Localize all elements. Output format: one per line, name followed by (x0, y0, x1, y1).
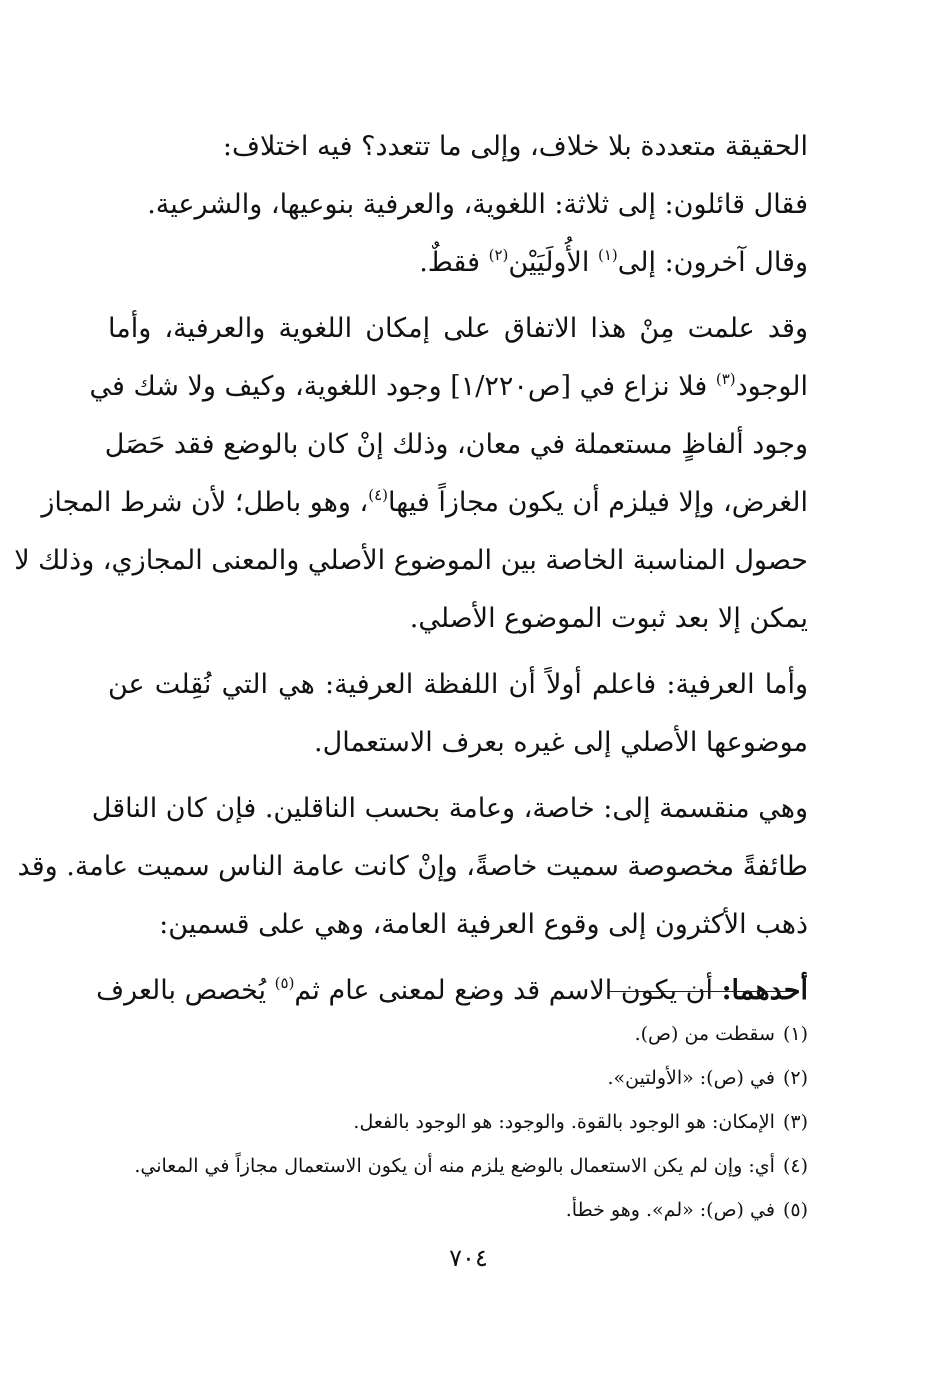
footnote-text: سقطت من (ص). (634, 1023, 775, 1045)
footnote-number: (٢) (782, 1067, 808, 1089)
footnote-text: الإمكان: هو الوجود بالقوة. والوجود: هو الوجود بالفعل. (353, 1111, 775, 1133)
footnote-item (108, 1144, 808, 1188)
text-line: يمكن إلا بعد ثبوت الموضوع الأصلي. (409, 603, 808, 634)
footnote-marker[interactable]: (١) (597, 246, 618, 264)
text-span: أن يكون الاسم قد وضع لمعنى عام ثم (294, 975, 713, 1006)
footnote-marker[interactable]: (٣) (715, 370, 736, 388)
text-line: وجود ألفاظٍ مستعملة في معان، وذلك إنْ كان بالوضع فقد حَصَل (104, 429, 808, 460)
text-line: فقال قائلون: إلى ثلاثة: اللغوية، والعرفية بنوعيها، والشرعية. (147, 189, 808, 220)
lead-word: أحدهما: (721, 975, 808, 1006)
footnotes (108, 1012, 808, 1232)
text-span: يُخصص بالعرف (96, 975, 267, 1006)
paragraph-2 (14, 300, 808, 648)
text-line: حصول المناسبة الخاصة بين الموضوع الأصلي والمعنى المجازي، وذلك لا (14, 545, 808, 576)
text-span: وقال آخرون: إلى (617, 247, 808, 278)
text-line: وأما العرفية: فاعلم أولاً أن اللفظة العرفية: هي التي نُقِلت عن (108, 669, 808, 700)
text-span: الوجود (735, 371, 808, 402)
text-span: ، وهو باطل؛ لأن شرط المجاز (41, 487, 369, 518)
text-line: وقد علمت مِنْ هذا الاتفاق على إمكان اللغوية والعرفية، وأما (108, 313, 808, 344)
footnote-item (108, 1056, 808, 1100)
footnote-divider (608, 991, 796, 992)
paragraph-1 (108, 118, 808, 292)
text-line: ذهب الأكثرون إلى وقوع العرفية العامة، وهي على قسمين: (159, 909, 808, 940)
footnote-marker[interactable]: (٤) (368, 486, 389, 504)
text-line: الحقيقة متعددة بلا خلاف، وإلى ما تتعدد؟ فيه اختلاف: (222, 131, 808, 162)
text-line (89, 358, 808, 416)
text-line: موضوعها الأصلي إلى غيره بعرف الاستعمال. (314, 727, 808, 758)
text-line: وهي منقسمة إلى: خاصة، وعامة بحسب الناقلين. فإن كان الناقل (91, 793, 808, 824)
main-text (14, 118, 808, 1028)
footnote-item (108, 1188, 808, 1232)
text-line: طائفةً مخصوصة سميت خاصةً، وإنْ كانت عامة الناس سميت عامة. وقد (17, 851, 808, 882)
footnote-item (108, 1012, 808, 1056)
footnote-text: في (ص): «الأولتين». (607, 1067, 775, 1089)
text-line (108, 234, 808, 292)
text-line (41, 474, 808, 532)
footnote-item (108, 1100, 808, 1144)
paragraph-4 (17, 780, 808, 954)
paragraph-3 (108, 656, 808, 772)
text-span: الغرض، وإلا فيلزم أن يكون مجازاً فيها (388, 487, 808, 518)
footnote-number: (٣) (782, 1111, 808, 1133)
page-number: ٧٠٤ (449, 1244, 488, 1272)
footnote-marker[interactable]: (٢) (488, 246, 509, 264)
text-span: الأُولَيَيْن (508, 247, 590, 278)
text-span: فقطٌ. (419, 247, 480, 278)
text-span: فلا نزاع في [ص١/٢٢٠] وجود اللغوية، وكيف ولا شك في (89, 371, 708, 402)
footnote-marker[interactable]: (٥) (274, 974, 295, 992)
footnote-number: (٤) (782, 1155, 808, 1177)
footnote-text: أي: وإن لم يكن الاستعمال بالوضع يلزم منه أن يكون الاستعمال مجازاً في المعاني. (134, 1155, 775, 1177)
footnote-text: في (ص): «لم». وهو خطأ. (565, 1199, 775, 1221)
footnote-number: (٥) (782, 1199, 808, 1221)
footnote-number: (١) (782, 1023, 808, 1045)
